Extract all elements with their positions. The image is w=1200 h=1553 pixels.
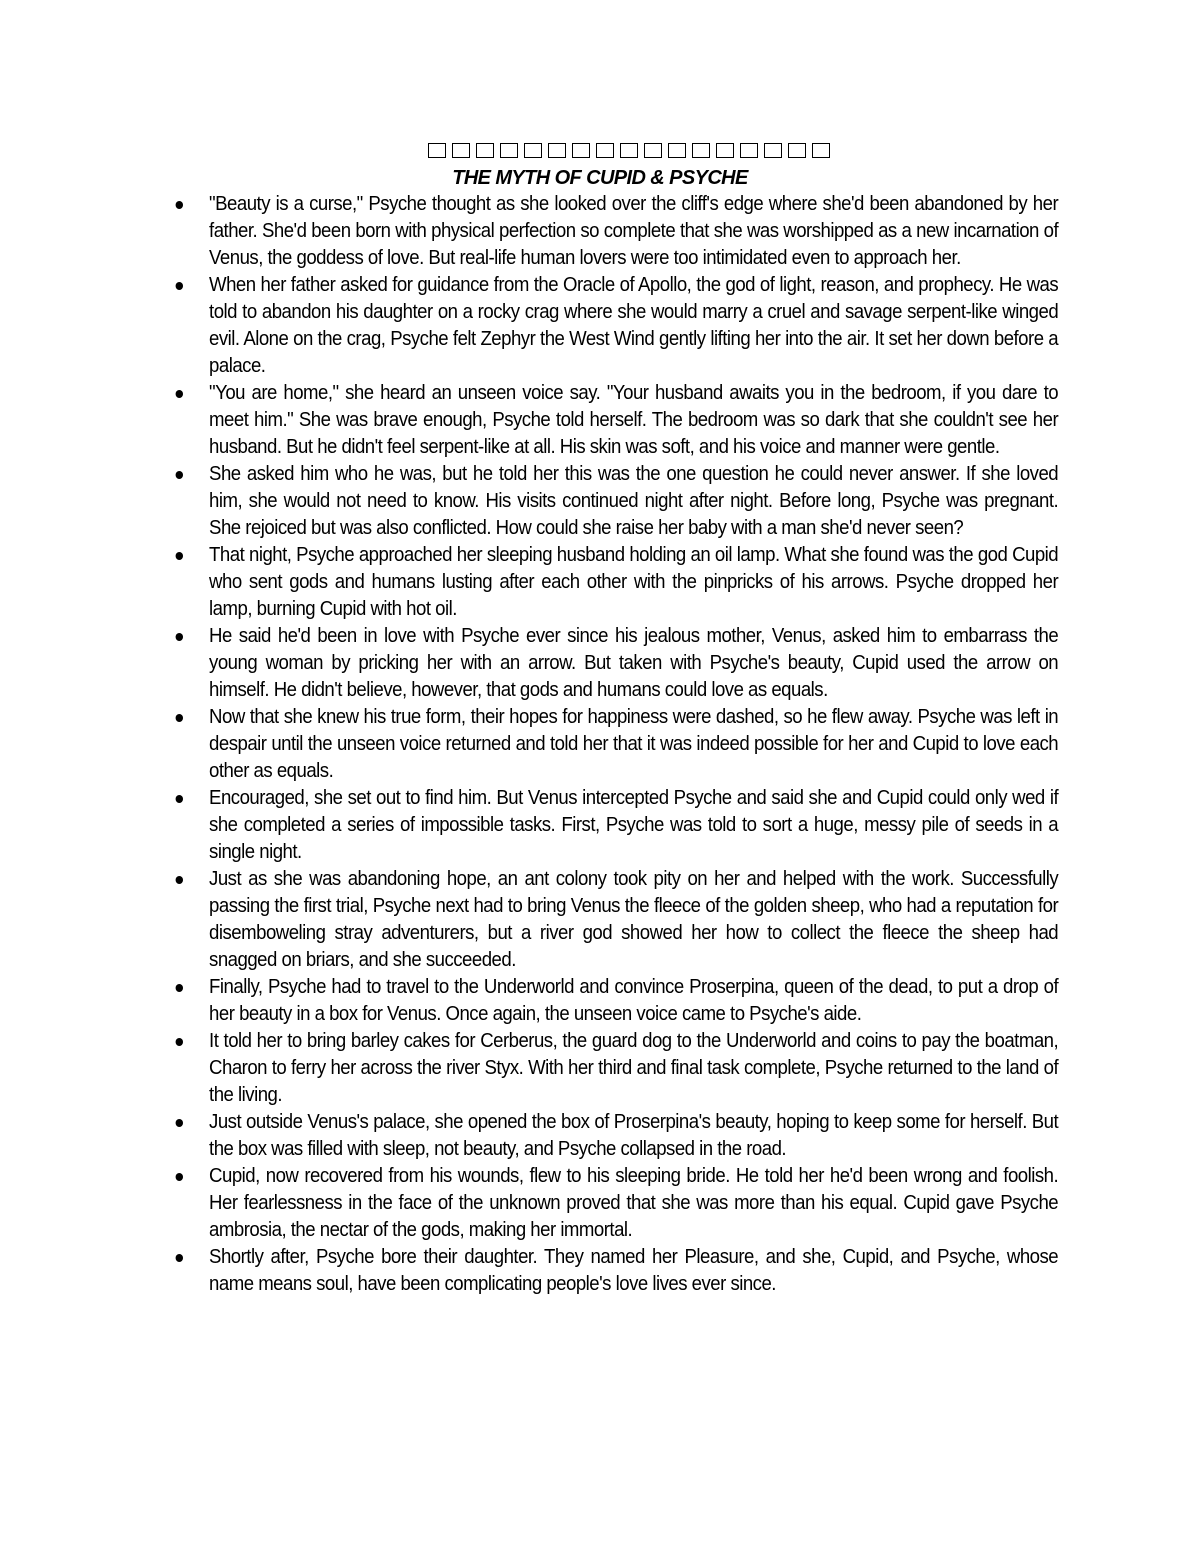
- bullet-item: [170, 1163, 1058, 1244]
- missing-glyph-box: [572, 143, 590, 158]
- bullet-dot-icon: [176, 633, 183, 641]
- bullet-item: [170, 461, 1058, 542]
- missing-glyph-box: [692, 143, 710, 158]
- bullet-item: [170, 974, 1058, 1028]
- missing-glyph-box: [500, 143, 518, 158]
- bullet-text: Finally, Psyche had to travel to the Underworld and convince Proserpina, queen of the dead, to put a drop of her beauty in a box for Venus. Once again, the unseen voice came to Psyche's aide.: [209, 976, 1059, 1025]
- bullet-dot-icon: [176, 552, 183, 560]
- bullet-item: [170, 1244, 1058, 1298]
- bullet-text: Now that she knew his true form, their hopes for happiness were dashed, so he flew away. Psyche was left in despair until the unseen voice returned and told her that it was indeed possible for her and Cupid to love each other as equals.: [209, 706, 1059, 782]
- bullet-item: [170, 542, 1058, 623]
- bullet-dot-icon: [176, 876, 183, 884]
- bullet-item: [170, 191, 1058, 272]
- bullet-item: [170, 866, 1058, 974]
- bullet-text: That night, Psyche approached her sleeping husband holding an oil lamp. What she found was the god Cupid who sent gods and humans lusting after each other with the pinpricks of his arrows. Psyche dropped her lamp, burning Cupid with hot oil.: [209, 544, 1059, 620]
- bullet-text: Just outside Venus's palace, she opened the box of Proserpina's beauty, hoping to keep some for herself. But the box was filled with sleep, not beauty, and Psyche collapsed in the road.: [209, 1111, 1059, 1160]
- bullet-dot-icon: [176, 201, 183, 209]
- missing-glyph-box: [596, 143, 614, 158]
- bullet-dot-icon: [176, 984, 183, 992]
- bullet-text: "You are home," she heard an unseen voice say. "Your husband awaits you in the bedroom, if you dare to meet him." She was brave enough, Psyche told herself. The bedroom was so dark that she couldn't see her husband. But he didn't feel serpent-like at all. His skin was soft, and his voice and manner were gentle.: [209, 382, 1059, 458]
- bullet-item: [170, 1028, 1058, 1109]
- bullet-item: [170, 1109, 1058, 1163]
- bullet-dot-icon: [176, 1254, 183, 1262]
- bullet-list: [170, 191, 1058, 1298]
- missing-glyph-box: [620, 143, 638, 158]
- bullet-dot-icon: [176, 1119, 183, 1127]
- missing-glyph-box: [548, 143, 566, 158]
- bullet-item: [170, 380, 1058, 461]
- bullet-text: "Beauty is a curse," Psyche thought as she looked over the cliff's edge where she'd been abandoned by her father. She'd been born with physical perfection so complete that she was worshipped as a new incarnation of Venus, the goddess of love. But real-life human lovers were too intimidated even to approach her.: [209, 193, 1059, 269]
- bullet-item: [170, 272, 1058, 380]
- bullet-dot-icon: [176, 282, 183, 290]
- bullet-item: [170, 785, 1058, 866]
- bullet-dot-icon: [176, 390, 183, 398]
- bullet-text: When her father asked for guidance from the Oracle of Apollo, the god of light, reason, and prophecy. He was told to abandon his daughter on a rocky crag where she would marry a cruel and savage serpent-like winged evil. Alone on the crag, Psyche felt Zephyr the West Wind gently lifting her into the air. It set her down before a palace.: [209, 274, 1059, 377]
- bullet-item: [170, 704, 1058, 785]
- bullet-text: It told her to bring barley cakes for Cerberus, the guard dog to the Underworld and coins to pay the boatman, Charon to ferry her across the river Styx. With her third and final task complete, Psyche returned to the land of the living.: [209, 1030, 1059, 1106]
- bullet-item: [170, 623, 1058, 704]
- bullet-text: Cupid, now recovered from his wounds, flew to his sleeping bride. He told her he'd been wrong and foolish. Her fearlessness in the face of the unknown proved that she was more than his equal. Cupid gave Psyche ambrosia, the nectar of the gods, making her immortal.: [209, 1165, 1059, 1241]
- bullet-text: He said he'd been in love with Psyche ever since his jealous mother, Venus, asked him to embarrass the young woman by pricking her with an arrow. But taken with Psyche's beauty, Cupid used the arrow on himself. He didn't believe, however, that gods and humans could love as equals.: [209, 625, 1059, 701]
- bullet-dot-icon: [176, 795, 183, 803]
- missing-glyph-box: [428, 143, 446, 158]
- missing-glyph-box: [668, 143, 686, 158]
- bullet-text: Shortly after, Psyche bore their daughter. They named her Pleasure, and she, Cupid, and Psyche, whose name means soul, have been complicating people's love lives ever since.: [209, 1246, 1059, 1295]
- missing-glyph-box: [452, 143, 470, 158]
- bullet-dot-icon: [176, 714, 183, 722]
- bullet-dot-icon: [176, 1038, 183, 1046]
- missing-glyph-box: [716, 143, 734, 158]
- document-title: THE MYTH OF CUPID & PSYCHE: [452, 167, 748, 189]
- bullet-text: Just as she was abandoning hope, an ant colony took pity on her and helped with the work. Successfully passing the first trial, Psyche next had to bring Venus the fleece of the golden sheep, who had a reputation for disemboweling stray adventurers, but a river god showed her how to collect the fleece the sheep had snagged on briars, and she succeeded.: [209, 868, 1059, 971]
- missing-glyph-box: [764, 143, 782, 158]
- bullet-text: She asked him who he was, but he told her this was the one question he could never answer. If she loved him, she would not need to know. His visits continued night after night. Before long, Psyche was pregnant. She rejoiced but was also conflicted. How could she raise her baby with a man she'd never seen?: [209, 463, 1059, 539]
- missing-glyph-box: [524, 143, 542, 158]
- bullet-dot-icon: [176, 471, 183, 479]
- bullet-dot-icon: [176, 1173, 183, 1181]
- missing-glyph-box: [740, 143, 758, 158]
- missing-glyph-heading: [428, 143, 770, 161]
- bullet-text: Encouraged, she set out to find him. But Venus intercepted Psyche and said she and Cupid could only wed if she completed a series of impossible tasks. First, Psyche was told to sort a huge, messy pile of seeds in a single night.: [209, 787, 1059, 863]
- missing-glyph-box: [644, 143, 662, 158]
- missing-glyph-box: [788, 143, 806, 158]
- missing-glyph-box: [812, 143, 830, 158]
- missing-glyph-box: [476, 143, 494, 158]
